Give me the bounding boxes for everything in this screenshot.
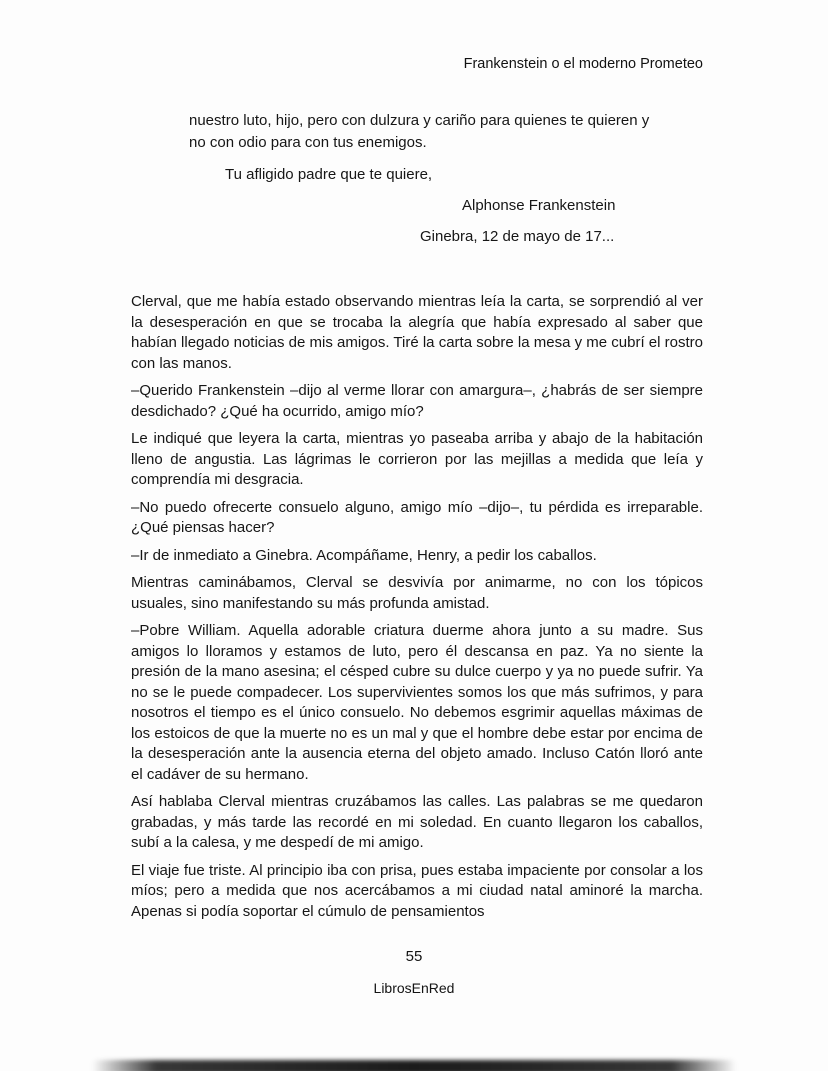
letter-closing-block <box>189 110 651 248</box>
page-bottom-shadow <box>92 1060 736 1071</box>
letter-valediction: Tu afligido padre que te quiere, <box>225 166 433 183</box>
letter-signature: Alphonse Frankenstein <box>462 197 616 214</box>
page-number: 55 <box>405 948 423 965</box>
letter-dateline: Ginebra, 12 de mayo de 17... <box>420 228 615 245</box>
body-paragraph: –No puedo ofrecerte consuelo alguno, amigo mío –dijo–, tu pérdida es irreparable. ¿Qué piensas hacer? <box>131 498 703 536</box>
body-paragraph: Mientras caminábamos, Clerval se desvivía por animarme, no con los tópicos usuales, sino manifestando su más profunda amistad. <box>131 574 703 612</box>
letter-closing-text: nuestro luto, hijo, pero con dulzura y cariño para quienes te quieren y no con odio para con tus enemigos. <box>189 112 650 151</box>
page-content <box>131 110 703 929</box>
body-text <box>131 292 703 922</box>
body-paragraph: Clerval, que me había estado observando mientras leía la carta, se sorprendió al ver la desesperación en que se trocaba la alegría que había expresado al saber que habían llegado noticias de mis amigos. Tiré la carta sobre la mesa y me cubrí el rostro con las manos. <box>131 293 703 372</box>
running-header: Frankenstein o el moderno Prometeo <box>463 56 703 72</box>
body-paragraph: –Ir de inmediato a Ginebra. Acompáñame, Henry, a pedir los caballos. <box>131 546 597 564</box>
publisher-name: LibrosEnRed <box>373 980 455 996</box>
body-paragraph: Le indiqué que leyera la carta, mientras yo paseaba arriba y abajo de la habitación lleno de angustia. Las lágrimas le corrieron por las mejillas a medida que leía y comprendía mi desgracia. <box>131 430 703 488</box>
body-paragraph: –Querido Frankenstein –dijo al verme llorar con amargura–, ¿habrás de ser siempre desdichado? ¿Qué ha ocurrido, amigo mío? <box>131 382 703 420</box>
body-paragraph: El viaje fue triste. Al principio iba con prisa, pues estaba impaciente por consolar a los míos; pero a medida que nos acercábamos a mi ciudad natal aminoré la marcha. Apenas si podía soportar el cúmulo de pensamientos <box>131 861 703 920</box>
body-paragraph: –Pobre William. Aquella adorable criatura duerme ahora junto a su madre. Sus amigos lo lloramos y estamos de luto, pero él descansa en paz. Ya no siente la presión de la mano asesina; el césped cubre su dulce cuerpo y ya no puede sufrir. Ya no se le puede compadecer. Los supervivientes somos los que más sufrimos, y para nosotros el tiempo es el único consuelo. No debemos esgrimir aquellas máximas de los estoicos de que la muerte no es un mal y que el hombre debe estar por encima de la desesperación ante la ausencia eterna del objeto amado. Incluso Catón lloró ante el cadáver de su hermano. <box>131 622 703 783</box>
body-paragraph: Así hablaba Clerval mientras cruzábamos las calles. Las palabras se me quedaron grabadas, y más tarde las recordé en mi soledad. En cuanto llegaron los caballos, subí a la calesa, y me despedí de mi amigo. <box>131 793 703 851</box>
